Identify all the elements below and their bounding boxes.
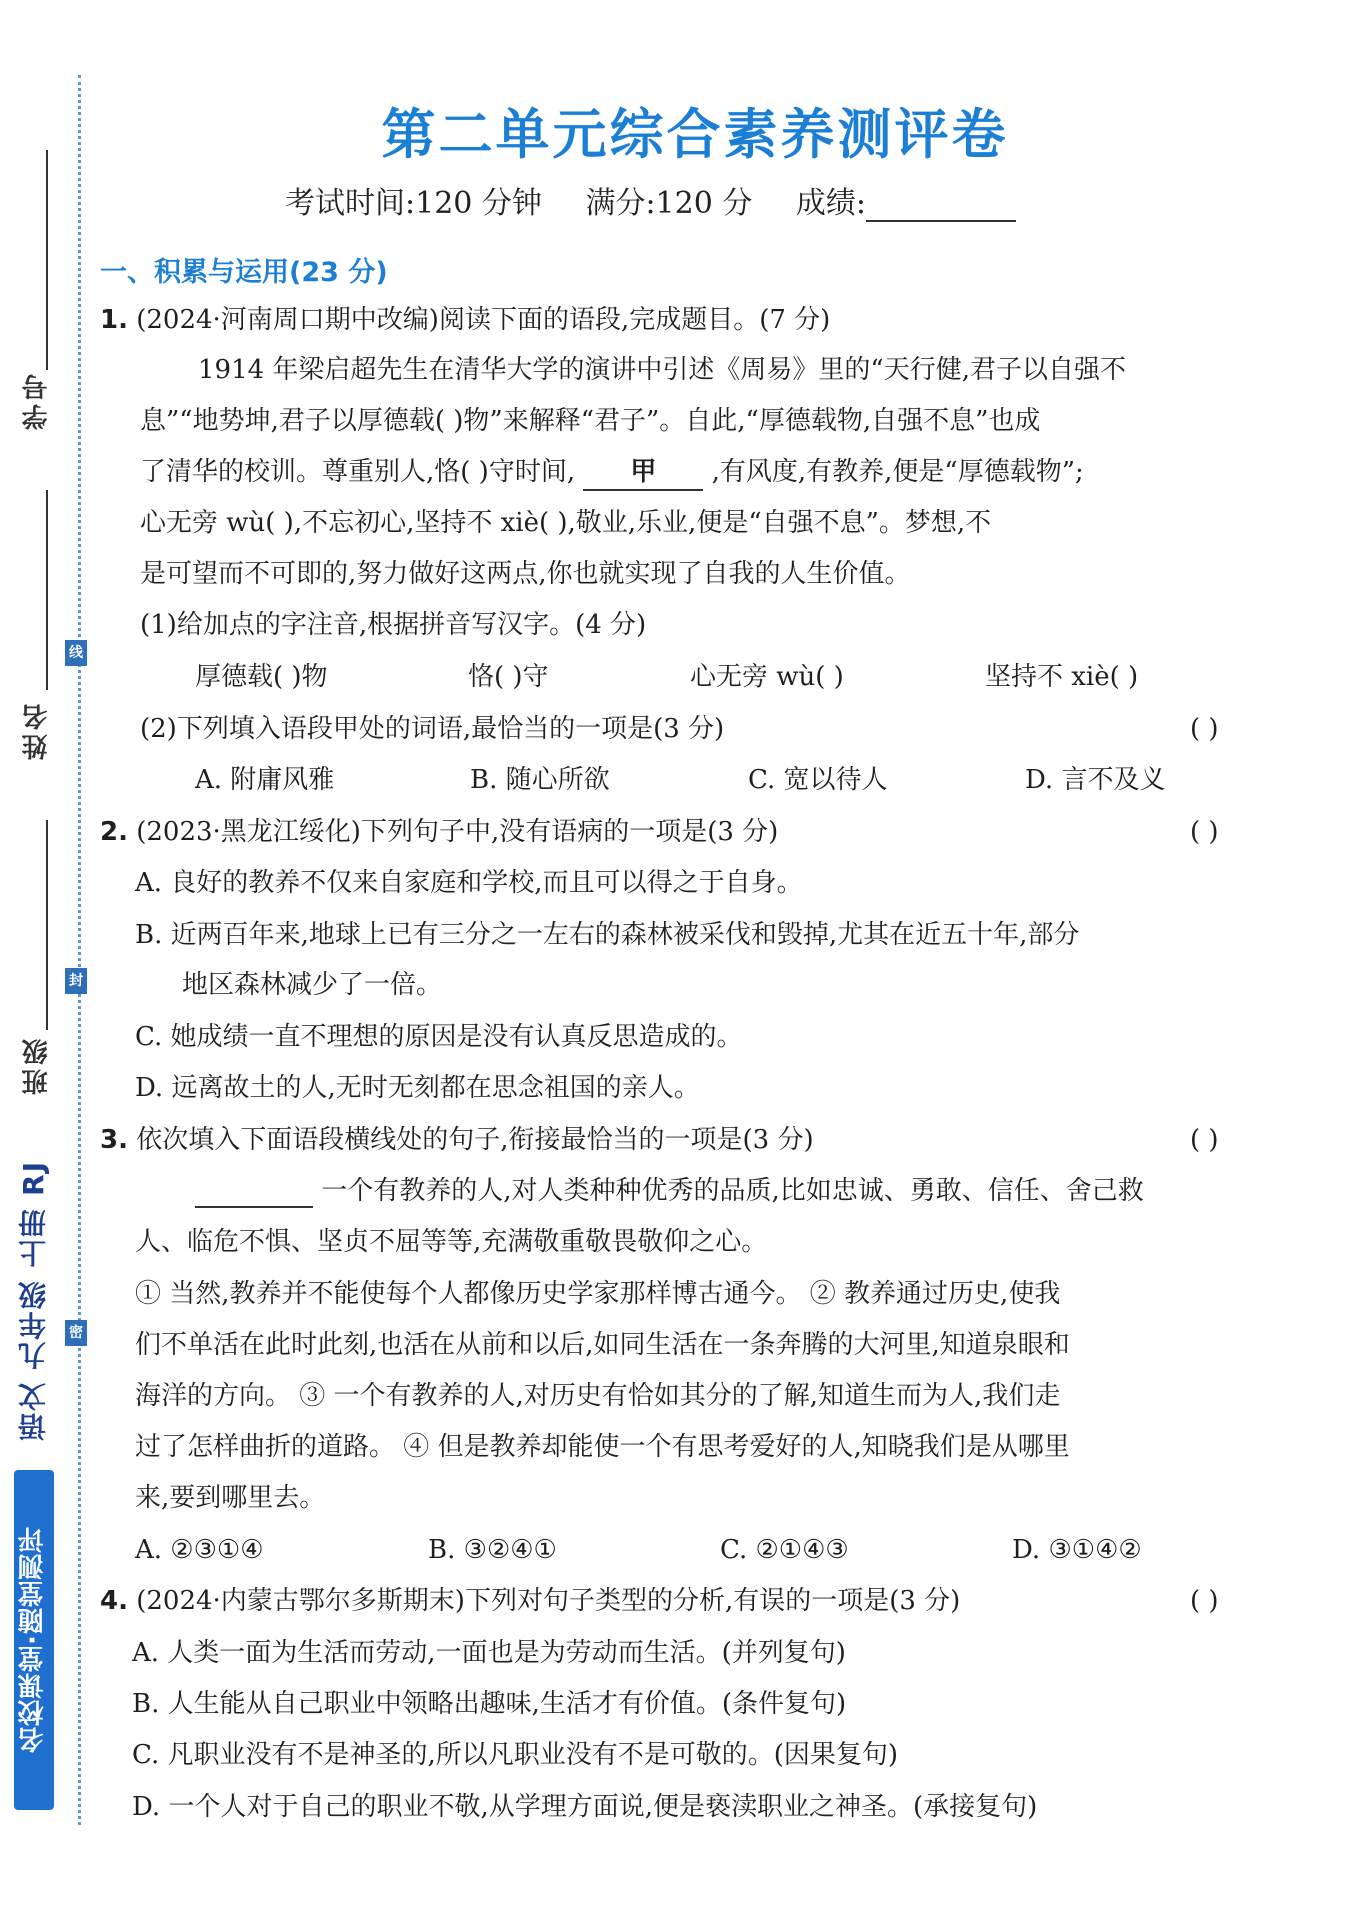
- q1-number: 1.: [100, 305, 128, 335]
- seal-secret-mark: 密: [65, 1320, 87, 1346]
- q4-stem: [100, 1584, 960, 1618]
- q1-para-line-1: 1914 年梁启超先生在清华大学的演讲中引述《周易》里的“天行健,君子以自强不: [198, 355, 1126, 385]
- class-blank[interactable]: [46, 820, 48, 1030]
- q4-option-d[interactable]: D. 一个人对于自己的职业不敬,从学理方面说,便是亵渎职业之神圣。(承接复句): [132, 1792, 1038, 1822]
- student-no-label: 学号: [22, 370, 52, 430]
- q3-option-a[interactable]: A. ②③①④: [135, 1535, 264, 1565]
- q1-para-line-3: [140, 455, 1084, 491]
- q2-option-b[interactable]: B. 近两百年来,地球上已有三分之一左右的森林被采伐和毁掉,尤其在近五十年,部分: [135, 920, 1080, 950]
- q3-sentence-line-2: 们不单活在此时此刻,也活在从前和以后,如同生活在一条奔腾的大河里,知道泉眼和: [135, 1330, 1070, 1360]
- q3-option-c[interactable]: C. ②①④③: [720, 1535, 849, 1565]
- class-label: 班级: [22, 1035, 52, 1095]
- q1-para-line-5: 是可望而不可即的,努力做好这两点,你也就实现了自我的人生价值。: [140, 559, 911, 589]
- seal-seal-mark: 封: [65, 968, 87, 994]
- q1-sub1-item-3[interactable]: 心无旁 wù( ): [690, 662, 844, 692]
- q3-para-line-1-text: 一个有教养的人,对人类种种优秀的品质,比如忠诚、勇敢、信任、舍己救: [321, 1176, 1144, 1206]
- q2-answer-paren[interactable]: ( ): [1190, 817, 1219, 847]
- q3-fill-blank[interactable]: [195, 1178, 313, 1208]
- page-title: 第二单元综合素养测评卷: [381, 103, 1009, 166]
- name-label: 姓名: [22, 700, 52, 760]
- q3-answer-paren[interactable]: ( ): [1190, 1125, 1219, 1155]
- q3-para-line-1: [195, 1174, 1144, 1208]
- q3-number: 3.: [100, 1125, 128, 1155]
- q1-option-d[interactable]: D. 言不及义: [1025, 765, 1166, 795]
- q2-stem: [100, 815, 778, 849]
- q3-option-d[interactable]: D. ③①④②: [1012, 1535, 1142, 1565]
- q4-number: 4.: [100, 1586, 128, 1616]
- q3-option-b[interactable]: B. ③②④①: [428, 1535, 557, 1565]
- q2-option-c[interactable]: C. 她成绩一直不理想的原因是没有认真反思造成的。: [135, 1022, 743, 1052]
- q1-sub1-item-1[interactable]: 厚德载( )物: [195, 662, 328, 692]
- book-info: 语文 九年级 上册 RJ: [17, 1160, 50, 1442]
- q1-sub1-item-4[interactable]: 坚持不 xiè( ): [985, 662, 1139, 692]
- score-blank[interactable]: [866, 190, 1016, 222]
- q4-stem-text: (2024·内蒙古鄂尔多斯期末)下列对句子类型的分析,有误的一项是(3 分): [136, 1586, 961, 1616]
- q3-sentence-line-5: 来,要到哪里去。: [135, 1483, 326, 1513]
- name-blank[interactable]: [46, 490, 48, 690]
- q1-option-b[interactable]: B. 随心所欲: [470, 765, 610, 795]
- q1-para-line-2: 息”“地势坤,君子以厚德载( )物”来解释“君子”。自此,“厚德载物,自强不息”也成: [140, 406, 1041, 436]
- q3-stem-text: 依次填入下面语段横线处的句子,衔接最恰当的一项是(3 分): [136, 1125, 814, 1155]
- exam-time: 考试时间:120 分钟: [285, 186, 542, 221]
- q1-option-c[interactable]: C. 宽以待人: [748, 765, 888, 795]
- q3-sentence-line-1: ① 当然,教养并不能使每个人都像历史学家那样博古通今。 ② 教养通过历史,使我: [135, 1279, 1061, 1309]
- q4-option-a[interactable]: A. 人类一面为生活而劳动,一面也是为劳动而生活。(并列复句): [132, 1638, 846, 1668]
- q1-para-line-3b: ,有风度,有教养,便是“厚德载物”;: [711, 457, 1084, 487]
- q3-stem: [100, 1123, 814, 1157]
- section-heading: 一、积累与运用(23 分): [100, 257, 388, 288]
- q1-para-line-3a: 了清华的校训。尊重别人,恪( )守时间,: [140, 457, 576, 487]
- binding-dotted-line: [78, 75, 81, 1825]
- q3-para-line-2: 人、临危不惧、坚贞不屈等等,充满敬重敬畏敬仰之心。: [135, 1227, 768, 1257]
- q1-answer-paren[interactable]: ( ): [1190, 714, 1219, 744]
- q1-option-a[interactable]: A. 附庸风雅: [195, 765, 335, 795]
- blank-jia[interactable]: 甲: [583, 455, 703, 491]
- q4-answer-paren[interactable]: ( ): [1190, 1586, 1219, 1616]
- q1-stem: [100, 303, 830, 337]
- q2-stem-text: (2023·黑龙江绥化)下列句子中,没有语病的一项是(3 分): [136, 817, 779, 847]
- brand-text: 名校课堂·随堂测评: [18, 1526, 48, 1754]
- q2-option-a[interactable]: A. 良好的教养不仅来自家庭和学校,而且可以得之于自身。: [135, 868, 803, 898]
- q1-para-line-4: 心无旁 wù( ),不忘初心,坚持不 xiè( ),敬业,乐业,便是“自强不息”。梦想,不: [140, 508, 992, 538]
- seal-line-mark: 线: [65, 640, 87, 666]
- score-label: 成绩:: [795, 186, 867, 221]
- q4-option-b[interactable]: B. 人生能从自己职业中领略出趣味,生活才有价值。(条件复句): [132, 1689, 847, 1719]
- q4-option-c[interactable]: C. 凡职业没有不是神圣的,所以凡职业没有不是可敬的。(因果复句): [132, 1740, 899, 1770]
- q2-option-d[interactable]: D. 远离故土的人,无时无刻都在思念祖国的亲人。: [135, 1073, 700, 1103]
- exam-info: [285, 178, 1050, 222]
- q2-number: 2.: [100, 817, 128, 847]
- q1-stem-text: (2024·河南周口期中改编)阅读下面的语段,完成题目。(7 分): [136, 305, 831, 335]
- q1-sub2: (2)下列填入语段甲处的词语,最恰当的一项是(3 分): [140, 714, 725, 744]
- q3-sentence-line-3: 海洋的方向。 ③ 一个有教养的人,对历史有恰如其分的了解,知道生而为人,我们走: [135, 1381, 1061, 1411]
- q3-sentence-line-4: 过了怎样曲折的道路。 ④ 但是教养却能使一个有思考爱好的人,知晓我们是从哪里: [135, 1432, 1070, 1462]
- q1-sub1: (1)给加点的字注音,根据拼音写汉字。(4 分): [140, 610, 647, 640]
- student-no-blank[interactable]: [46, 150, 48, 370]
- q2-option-b-cont: 地区森林减少了一倍。: [182, 970, 443, 1000]
- full-score: 满分:120 分: [585, 186, 753, 221]
- q1-sub1-item-2[interactable]: 恪( )守: [468, 662, 549, 692]
